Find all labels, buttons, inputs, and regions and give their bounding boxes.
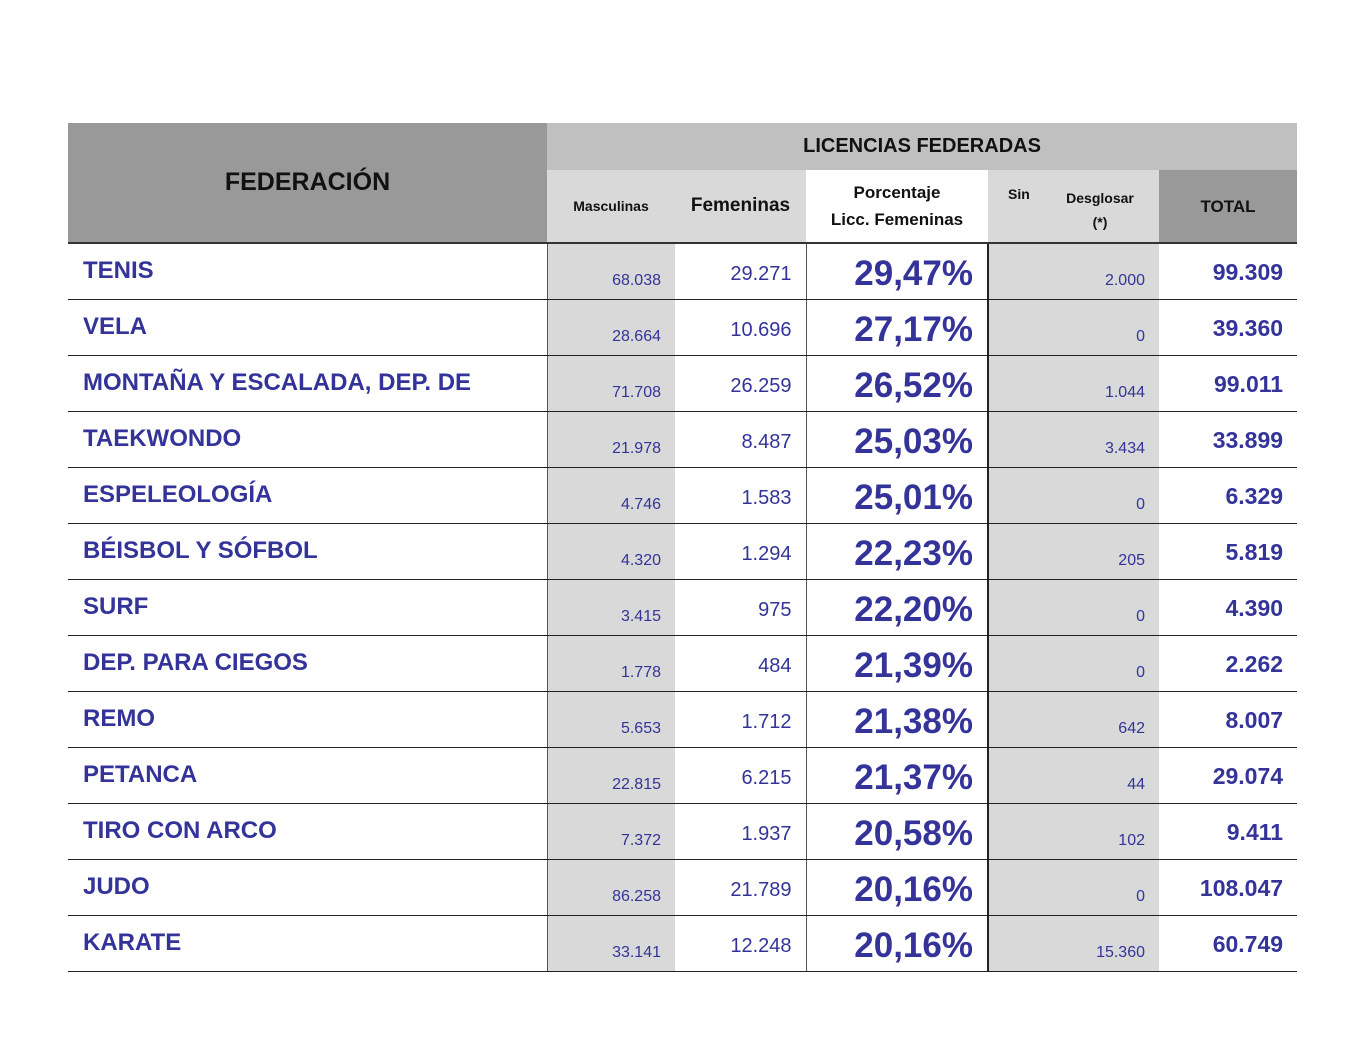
table-row [68,355,1297,411]
cell-masculinas: 4.320 [547,523,675,579]
cell-porcentaje: 21,39% [806,635,988,691]
cell-total: 60.749 [1159,915,1297,971]
cell-sin-desglosar: 0 [988,579,1159,635]
table-body [68,243,1297,971]
header-porcentaje-line1: Porcentaje [853,183,941,202]
cell-masculinas: 3.415 [547,579,675,635]
cell-masculinas: 4.746 [547,467,675,523]
cell-federacion: JUDO [68,859,547,915]
cell-porcentaje: 20,16% [806,859,988,915]
cell-porcentaje: 25,01% [806,467,988,523]
cell-sin-desglosar: 642 [988,691,1159,747]
cell-femeninas: 1.294 [675,523,806,579]
table-row [68,635,1297,691]
header-sin: Sin [1008,186,1030,202]
cell-femeninas: 484 [675,635,806,691]
cell-federacion: MONTAÑA Y ESCALADA, DEP. DE [68,355,547,411]
cell-sin-desglosar: 3.434 [988,411,1159,467]
cell-porcentaje: 27,17% [806,299,988,355]
cell-total: 5.819 [1159,523,1297,579]
cell-federacion: ESPELEOLOGÍA [68,467,547,523]
cell-sin-desglosar: 0 [988,299,1159,355]
cell-total: 99.011 [1159,355,1297,411]
cell-total: 33.899 [1159,411,1297,467]
cell-femeninas: 6.215 [675,747,806,803]
cell-total: 39.360 [1159,299,1297,355]
cell-femeninas: 1.712 [675,691,806,747]
cell-sin-desglosar: 102 [988,803,1159,859]
cell-femeninas: 21.789 [675,859,806,915]
cell-total: 108.047 [1159,859,1297,915]
cell-porcentaje: 22,20% [806,579,988,635]
cell-sin-desglosar: 15.360 [988,915,1159,971]
header-licencias-federadas: LICENCIAS FEDERADAS [547,123,1297,170]
cell-masculinas: 86.258 [547,859,675,915]
cell-total: 4.390 [1159,579,1297,635]
cell-sin-desglosar: 2.000 [988,243,1159,299]
cell-masculinas: 5.653 [547,691,675,747]
table-row [68,859,1297,915]
cell-masculinas: 68.038 [547,243,675,299]
cell-masculinas: 7.372 [547,803,675,859]
cell-federacion: DEP. PARA CIEGOS [68,635,547,691]
cell-sin-desglosar: 205 [988,523,1159,579]
cell-masculinas: 71.708 [547,355,675,411]
cell-total: 2.262 [1159,635,1297,691]
header-desglosar-line1: Desglosar [1066,190,1134,206]
table-row [68,691,1297,747]
table-row [68,523,1297,579]
table-row [68,467,1297,523]
header-femeninas: Femeninas [675,170,806,243]
cell-femeninas: 10.696 [675,299,806,355]
header-federacion: FEDERACIÓN [68,123,547,243]
table-row [68,243,1297,299]
cell-total: 29.074 [1159,747,1297,803]
cell-porcentaje: 25,03% [806,411,988,467]
table-row [68,915,1297,971]
cell-total: 99.309 [1159,243,1297,299]
cell-masculinas: 33.141 [547,915,675,971]
cell-porcentaje: 22,23% [806,523,988,579]
table-row [68,747,1297,803]
cell-federacion: VELA [68,299,547,355]
table-row [68,411,1297,467]
cell-porcentaje: 21,37% [806,747,988,803]
header-porcentaje [806,170,988,243]
cell-federacion: TENIS [68,243,547,299]
cell-porcentaje: 26,52% [806,355,988,411]
cell-masculinas: 28.664 [547,299,675,355]
cell-federacion: SURF [68,579,547,635]
cell-sin-desglosar: 1.044 [988,355,1159,411]
licencias-table-container [68,123,1297,972]
cell-masculinas: 1.778 [547,635,675,691]
cell-federacion: BÉISBOL Y SÓFBOL [68,523,547,579]
cell-sin-desglosar: 44 [988,747,1159,803]
cell-porcentaje: 20,16% [806,915,988,971]
header-porcentaje-line2: Licc. Femeninas [830,210,964,229]
table-header [68,123,1297,243]
licencias-federadas-table [68,123,1297,972]
cell-porcentaje: 29,47% [806,243,988,299]
table-row [68,579,1297,635]
cell-femeninas: 29.271 [675,243,806,299]
cell-sin-desglosar: 0 [988,635,1159,691]
cell-federacion: KARATE [68,915,547,971]
cell-porcentaje: 21,38% [806,691,988,747]
cell-federacion: TAEKWONDO [68,411,547,467]
cell-masculinas: 22.815 [547,747,675,803]
cell-femeninas: 1.583 [675,467,806,523]
cell-porcentaje: 20,58% [806,803,988,859]
header-total: TOTAL [1159,170,1297,243]
cell-masculinas: 21.978 [547,411,675,467]
header-desglosar-line2: (*) [1092,214,1108,230]
cell-femeninas: 8.487 [675,411,806,467]
header-desglosar [1060,186,1140,234]
cell-femeninas: 975 [675,579,806,635]
table-row [68,803,1297,859]
cell-federacion: TIRO CON ARCO [68,803,547,859]
cell-sin-desglosar: 0 [988,467,1159,523]
cell-federacion: PETANCA [68,747,547,803]
header-masculinas: Masculinas [547,170,675,243]
cell-femeninas: 1.937 [675,803,806,859]
cell-femeninas: 26.259 [675,355,806,411]
cell-total: 6.329 [1159,467,1297,523]
cell-total: 8.007 [1159,691,1297,747]
cell-femeninas: 12.248 [675,915,806,971]
header-sin-desglosar [988,170,1159,243]
cell-federacion: REMO [68,691,547,747]
cell-sin-desglosar: 0 [988,859,1159,915]
cell-total: 9.411 [1159,803,1297,859]
table-row [68,299,1297,355]
